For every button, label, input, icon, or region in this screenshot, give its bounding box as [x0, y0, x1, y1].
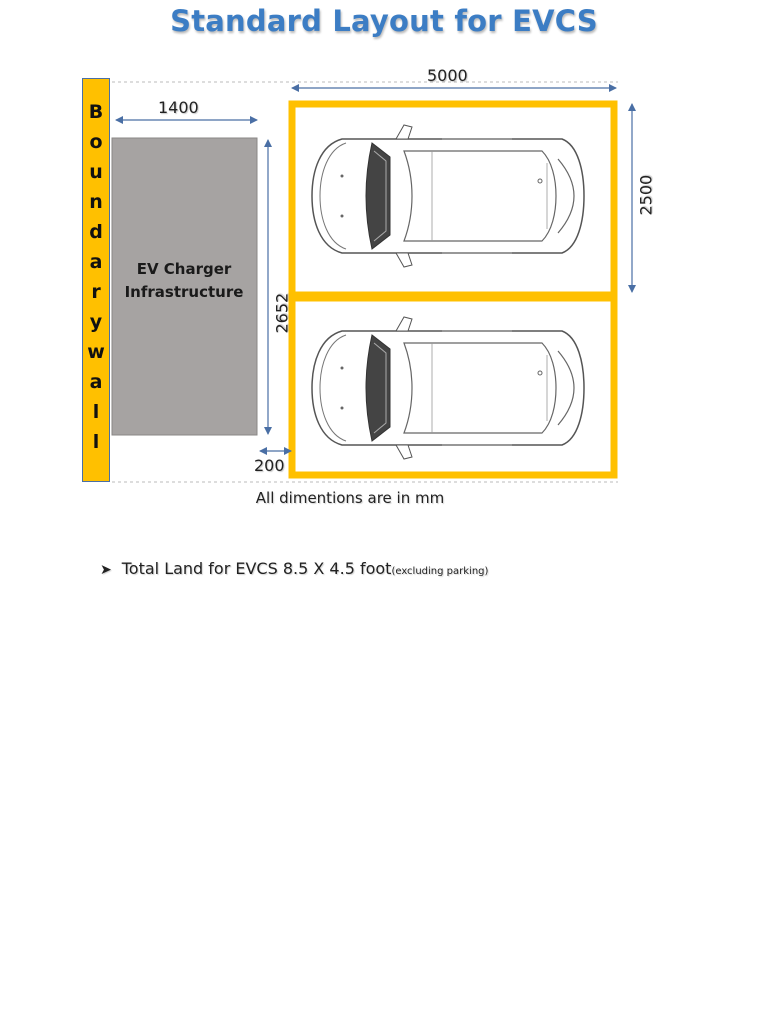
boundary-wall-letter: a — [89, 371, 103, 393]
arrow-bullet-icon: ➤ — [100, 562, 112, 578]
car-top — [312, 125, 584, 267]
page-title: Standard Layout for EVCS — [170, 4, 598, 38]
land-requirement-text: Total Land for EVCS 8.5 X 4.5 foot — [121, 559, 392, 578]
boundary-wall-letter: n — [89, 191, 103, 213]
boundary-wall-letter: u — [89, 161, 103, 183]
boundary-wall — [82, 78, 110, 482]
dimension-5000: 5000 — [427, 66, 468, 85]
boundary-wall-letter: l — [92, 431, 100, 453]
boundary-wall-letter: o — [89, 131, 103, 153]
land-requirement-note: (excluding parking) — [391, 566, 489, 577]
units-note: All dimentions are in mm — [255, 489, 445, 507]
infrastructure-label-line2: Infrastructure — [124, 283, 244, 301]
boundary-wall-letter: d — [89, 221, 103, 243]
boundary-wall-letter: a — [89, 251, 103, 273]
infrastructure-label-line1: EV Charger — [136, 260, 232, 278]
infrastructure-label — [112, 258, 256, 304]
land-requirement-bullet — [100, 559, 488, 578]
dimension-200: 200 — [254, 456, 285, 475]
dimension-1400: 1400 — [158, 98, 199, 117]
dimension-2500: 2500 — [636, 174, 656, 216]
car-bottom — [312, 317, 584, 459]
boundary-wall-letter: B — [88, 101, 104, 123]
boundary-wall-letter: y — [89, 311, 103, 333]
boundary-wall-letter: w — [87, 341, 105, 363]
boundary-wall-letter: r — [91, 281, 101, 303]
dimension-2652: 2652 — [272, 292, 292, 334]
boundary-wall-letter: l — [92, 401, 100, 423]
